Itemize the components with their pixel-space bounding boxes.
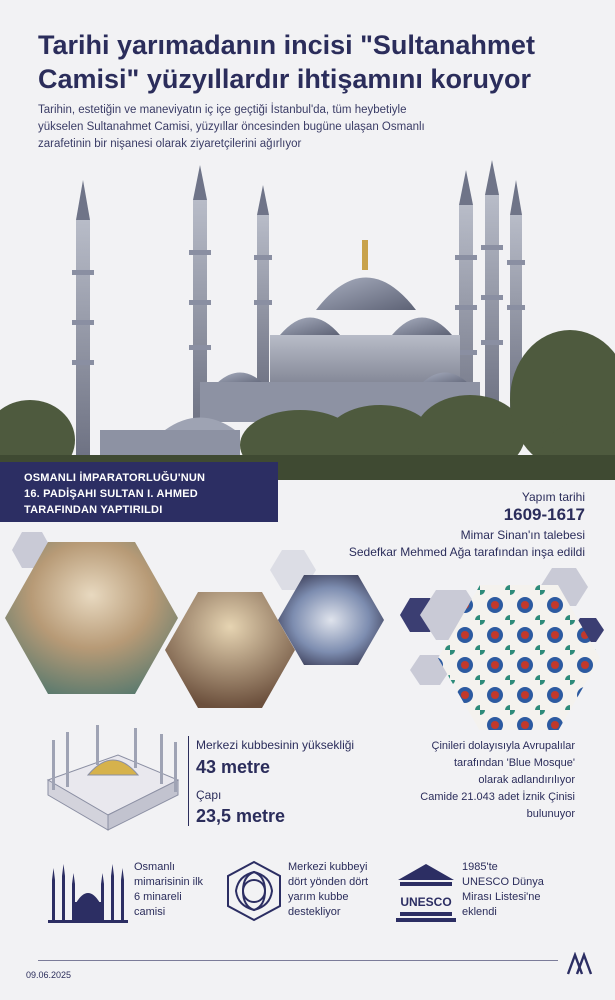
architect-line-1: Mimar Sinan'ın talebesi: [460, 528, 585, 542]
dome-support-line-4: destekliyor: [288, 906, 341, 918]
banner-line-3: TARAFINDAN YAPTIRILDI: [24, 504, 163, 516]
dome-height-value: 43 metre: [196, 757, 271, 777]
tiles-line-5: bulunuyor: [526, 808, 575, 820]
footer-divider: [38, 960, 558, 961]
mosque-illustration: [0, 160, 615, 480]
banner-line-2: 16. PADİŞAHI SULTAN I. AHMED: [24, 488, 198, 500]
interior-photo-2: [165, 592, 295, 708]
mosque-silhouette-icon: [48, 858, 128, 928]
unesco-logo-text: UNESCO: [400, 895, 452, 909]
aa-logo-icon: [566, 952, 594, 976]
dome-support-line-1: Merkezi kubbeyi: [288, 861, 368, 873]
construction-years: 1609-1617: [503, 505, 585, 524]
minarets-line-1: Osmanlı: [134, 861, 175, 873]
sultan-banner: [0, 462, 278, 522]
unesco-logo-icon: [396, 858, 456, 928]
subtitle-line-3: zarafetinin bir nişanesi olarak ziyaretçilerini ağırlıyor: [38, 138, 302, 150]
tiles-line-2: tarafından 'Blue Mosque': [454, 757, 575, 769]
minarets-line-2: mimarisinin ilk: [134, 876, 204, 888]
unesco-line-1: 1985'te: [462, 861, 498, 873]
tiles-line-1: Çinileri dolayısıyla Avrupalılar: [431, 740, 575, 752]
mosque-plan-drawing: [38, 720, 183, 835]
unesco-line-2: UNESCO Dünya: [462, 876, 544, 888]
title-line-1: Tarihi yarımadanın incisi "Sultanahmet: [38, 30, 535, 60]
publish-date: 09.06.2025: [26, 970, 72, 980]
architect-line-2: Sedefkar Mehmed Ağa tarafından inşa edildi: [348, 545, 585, 559]
dome-support-line-3: yarım kubbe: [288, 891, 349, 903]
dome-diameter-label: Çapı: [196, 788, 222, 802]
page-subtitle: [38, 102, 583, 153]
divider-line: [188, 736, 189, 826]
dome-support-line-2: dört yönden dört: [288, 876, 369, 888]
hexagon-photo-collage: [0, 530, 615, 730]
tiles-description: [395, 738, 575, 823]
dome-diameter-value: 23,5 metre: [196, 806, 286, 826]
minarets-line-3: 6 minareli: [134, 891, 182, 903]
unesco-line-4: eklendi: [462, 906, 497, 918]
unesco-fact: [462, 860, 544, 920]
subtitle-line-2: yükselen Sultanahmet Camisi, yüzyıllar öncesinden bugüne ulaşan Osmanlı: [38, 121, 425, 133]
minarets-fact: [134, 860, 203, 920]
banner-line-1: OSMANLI İMPARATORLUĞU'NUN: [24, 472, 206, 484]
tiles-line-4: Camide 21.043 adet İznik Çinisi: [420, 791, 575, 803]
dome-plan-icon: [222, 858, 286, 928]
minarets-line-4: camisi: [134, 906, 166, 918]
subtitle-line-1: Tarihin, estetiğin ve maneviyatın iç içe geçtiği İstanbul'da, tüm heybetiyle: [38, 104, 407, 116]
dome-height-label: Merkezi kubbesinin yüksekliği: [196, 738, 355, 752]
page-title: [38, 28, 598, 96]
dome-support-fact: [288, 860, 368, 920]
title-line-2: Camisi" yüzyıllardır ihtişamını koruyor: [38, 64, 531, 94]
construction-label: Yapım tarihi: [521, 490, 585, 504]
tiles-line-3: olarak adlandırılıyor: [478, 774, 575, 786]
unesco-line-3: Mirası Listesi'ne: [462, 891, 541, 903]
